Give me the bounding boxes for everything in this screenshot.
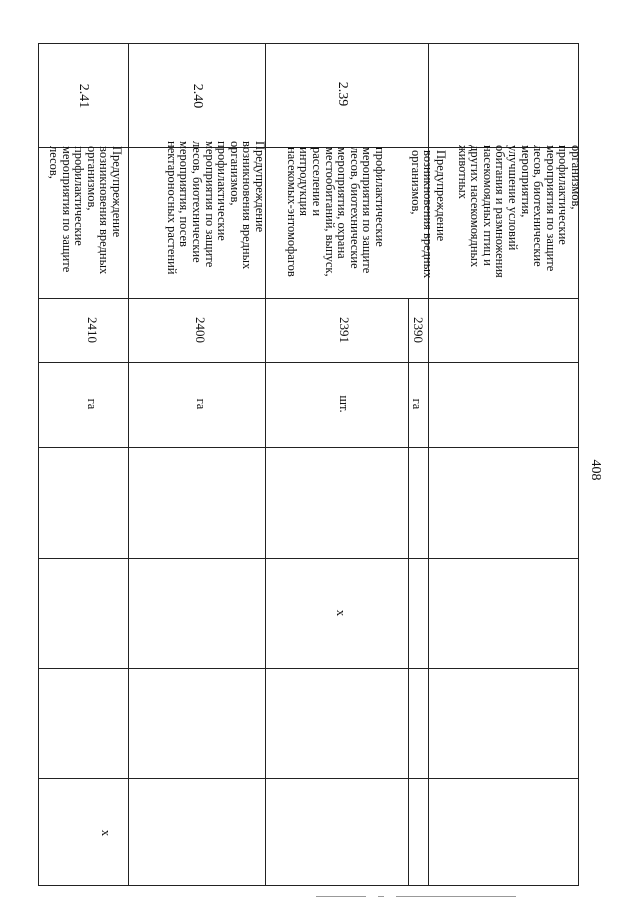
row-unit-cell: га	[410, 398, 424, 410]
row-name-cell: профилактические мероприятия по защите лесов, биотехнические мероприятия, охрана местообитаний, выпуск, расселение и интродукция насекомых-энтомофагов	[284, 147, 387, 277]
row-unit-cell: шт.	[337, 395, 351, 413]
table-border-left	[38, 43, 39, 886]
row-divider-partial	[408, 298, 409, 886]
row-code-cell: 2410	[85, 317, 100, 343]
row-code-cell: 2400	[193, 317, 208, 343]
row-unit-cell: га	[194, 398, 208, 410]
row-number-cell: 2.40	[190, 83, 205, 109]
row-code-cell: 2391	[337, 317, 352, 343]
row-name-cell: организмов, профилактические мероприятия по защите лесов, биотехнические мероприятия, улучшение условий обитания и размножения насекомоядных птиц и других насекомоядных животных	[455, 145, 583, 278]
scan-artifact	[396, 896, 516, 897]
row-unit-cell: га	[85, 398, 99, 410]
row-divider	[128, 43, 129, 886]
column-divider	[38, 778, 579, 779]
column-divider	[38, 668, 579, 669]
column-divider	[38, 558, 579, 559]
row-name-cell: Предупреждение возникновения вредных организмов, профилактические мероприятия по защите лесов,	[47, 146, 124, 275]
column-divider	[38, 447, 579, 448]
scan-artifact	[378, 896, 384, 897]
row-name-cell: Предупреждение возникновения вредных организмов,	[408, 150, 448, 279]
scan-artifact	[316, 896, 366, 897]
row-name-cell: Предупреждение возникновения вредных организмов, профилактические мероприятия по защите лесов, биотехнические мероприятия, посев нектароносных растений	[164, 141, 267, 275]
row-mark-cell: x	[334, 609, 349, 617]
row-number-cell: 2.39	[335, 81, 350, 107]
row-code-cell: 2390	[411, 317, 426, 343]
column-divider	[38, 362, 579, 363]
row-number-cell: 2.41	[76, 83, 91, 109]
table-border-top	[38, 43, 579, 44]
table-border-bottom	[38, 885, 579, 886]
row-mark-cell: x	[99, 829, 114, 837]
page-number: 408	[588, 459, 603, 481]
